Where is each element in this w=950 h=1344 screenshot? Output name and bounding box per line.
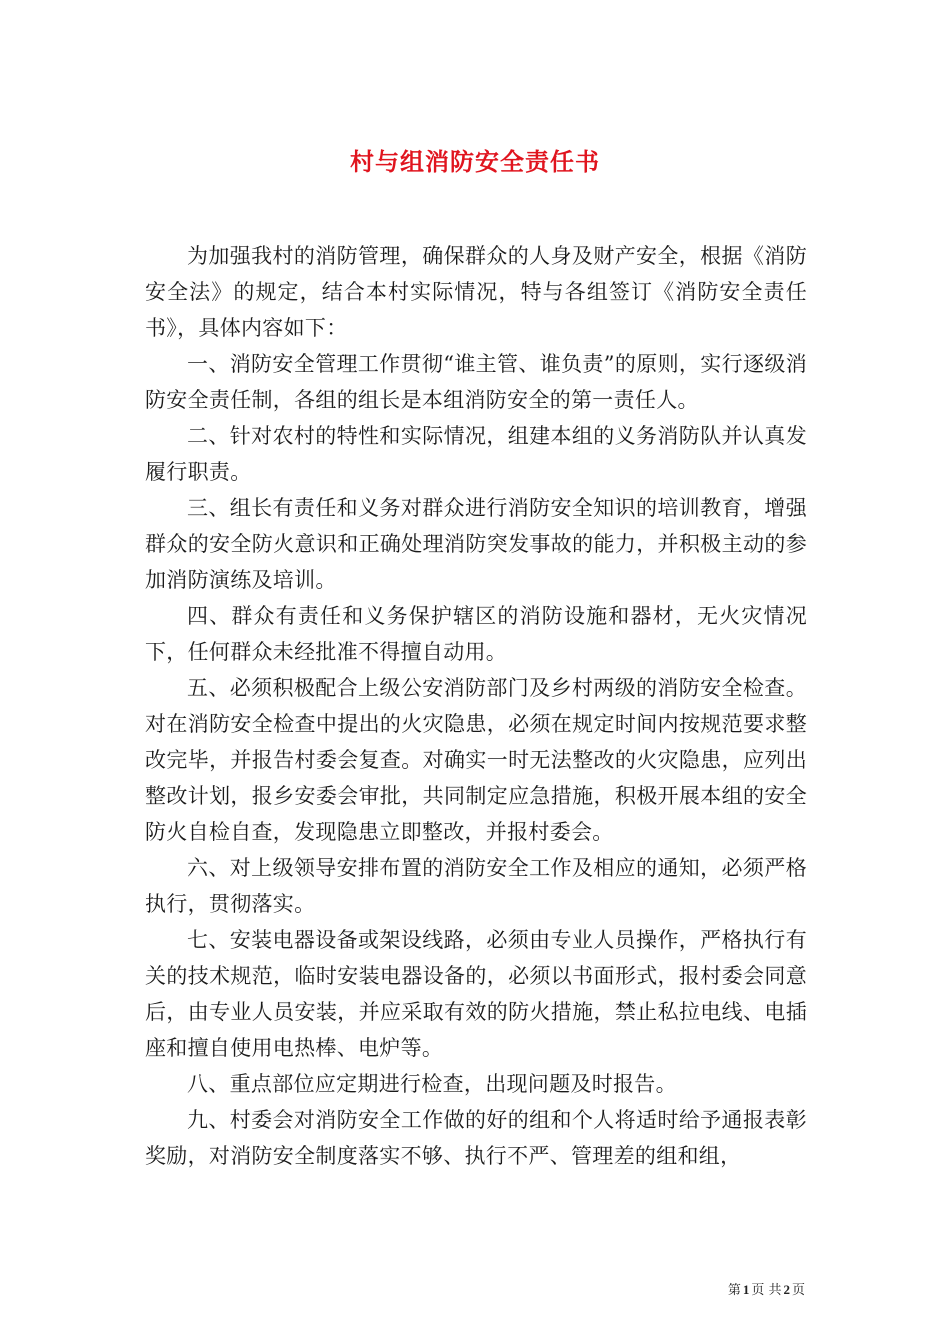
footer-middle: 页 共 bbox=[751, 1283, 782, 1298]
clause-2: 二、针对农村的特性和实际情况，组建本组的义务消防队并认真发履行职责。 bbox=[145, 424, 807, 484]
clause-4: 四、群众有责任和义务保护辖区的消防设施和器材，无火灾情况下，任何群众未经批准不得擅自动用。 bbox=[145, 604, 807, 664]
page-number-footer bbox=[728, 1280, 805, 1301]
current-page-number: 1 bbox=[742, 1282, 750, 1297]
footer-suffix: 页 bbox=[791, 1283, 805, 1298]
clause-5: 五、必须积极配合上级公安消防部门及乡村两级的消防安全检查。对在消防安全检查中提出的火灾隐患，必须在规定时间内按规范要求整改完毕，并报告村委会复查。对确实一时无法整改的火灾隐患，应列出整改计划，报乡安委会审批，共同制定应急措施，积极开展本组的安全防火自检自查，发现隐患立即整改，并报村委会。 bbox=[145, 676, 807, 844]
footer-prefix: 第 bbox=[727, 1283, 741, 1298]
document-body bbox=[145, 238, 807, 1174]
document-title: 村与组消防安全责任书 bbox=[350, 147, 600, 177]
clause-9: 九、村委会对消防安全工作做的好的组和个人将适时给予通报表彰奖励，对消防安全制度落实不够、执行不严、管理差的组和组， bbox=[145, 1108, 807, 1168]
clause-6: 六、对上级领导安排布置的消防安全工作及相应的通知，必须严格执行，贯彻落实。 bbox=[145, 856, 807, 916]
clause-7: 七、安装电器设备或架设线路，必须由专业人员操作，严格执行有关的技术规范，临时安装电器设备的，必须以书面形式，报村委会同意后，由专业人员安装，并应采取有效的防火措施，禁止私拉电线、电插座和擅自使用电热棒、电炉等。 bbox=[145, 928, 807, 1060]
total-pages-number: 2 bbox=[783, 1282, 790, 1297]
intro-paragraph: 为加强我村的消防管理，确保群众的人身及财产安全，根据《消防安全法》的规定，结合本村实际情况，特与各组签订《消防安全责任书》，具体内容如下： bbox=[145, 244, 807, 340]
clause-1: 一、消防安全管理工作贯彻“谁主管、谁负责”的原则，实行逐级消防安全责任制，各组的组长是本组消防安全的第一责任人。 bbox=[145, 352, 807, 412]
clause-8: 八、重点部位应定期进行检查，出现问题及时报告。 bbox=[187, 1072, 677, 1096]
clause-3: 三、组长有责任和义务对群众进行消防安全知识的培训教育，增强群众的安全防火意识和正确处理消防突发事故的能力，并积极主动的参加消防演练及培训。 bbox=[145, 496, 807, 592]
